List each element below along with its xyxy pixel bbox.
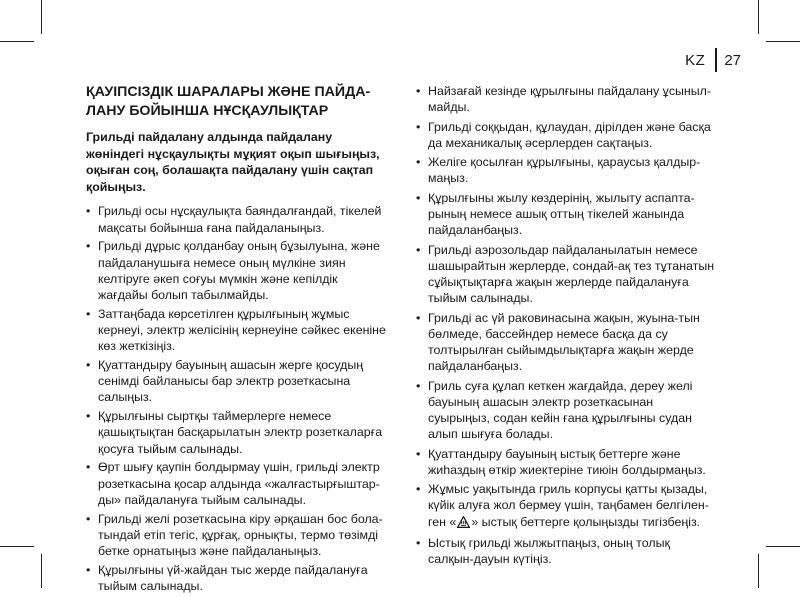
crop-mark [41,0,42,34]
list-item: • Гриль суға құлап кеткен жағдайда, дереу желі бауының ашасын электр розеткасынан суырыңыз, содан кейін ғана құрылғыны судан алып шығуға болады. [416,378,716,443]
list-item: • Грильді желі розеткасына кіру әрқашан бос бола-тындай етіп тегіс, құрғақ, орнықты, термо төзімді бетке орнатыңыз және пайдаланыңыз. [86,511,386,560]
crop-mark [766,41,800,42]
list-item: • Құрылғыны сыртқы таймерлерге немесе қашықтықтан басқарылатын электр розеткаларға қосуға тыйым салынады. [86,408,386,457]
list-item: • Желіге қосылған құрылғыны, қараусыз қалдыр-маңыз. [416,154,716,186]
crop-mark [0,41,34,42]
list-item: • Грильді дұрыс қолданбау оның бұзылуына, және пайдаланушыға немесе оның мүлкіне зиян келтіруге әкеп соғуы мүмкін және кепілдік жағдайы болып табылмайды. [86,238,386,303]
page-number: 27 [724,51,741,69]
page-header [685,48,741,72]
hot-surface-warning-icon [457,516,470,532]
list-item: • Өрт шығу қаупін болдырмау үшін, грильді электр розеткасына қосар алдында «жалғастырғыштар-ды» пайдалануға тыйым салынады. [86,459,386,508]
list-item-text: » ыстық беттерге қолыңызды тигізбеңіз. [471,514,701,529]
crop-mark [766,546,800,547]
left-column [86,83,386,597]
list-item: • Қуаттандыру бауының ашасын жерге қосудың сенімді байланысы бар электр розеткасына салыңыз. [86,357,386,406]
right-column [416,83,716,571]
crop-mark [758,554,759,588]
list-item-text: Жұмыс уақытында гриль корпусы қатты қызады, күйік алуға жол бермеу үшін, таңбамен белгілен-ген « [428,482,709,529]
list-item: • Грильді соққыдан, құлаудан, дірілден және басқа да механикалық әсерлерден сақтаңыз. [416,119,716,151]
list-item: • Найзағай кезінде құрылғыны пайдалану ұсыныл-майды. [416,83,716,115]
section-title: ҚАУІПСІЗДІК ШАРАЛАРЫ ЖӘНЕ ПАЙДА-ЛАНУ БОЙЫНША НҰСҚАУЛЫҚТАР [86,84,371,119]
header-divider [715,48,717,72]
safety-list-left [86,203,386,594]
list-item: • Грильді ас үй раковинасына жақын, жуына-тын бөлмеде, бассейндер немесе басқа да су толтырылған сыйымдылықтарға жақын жерде пайдаланбаңыз. [416,310,716,375]
list-item: • Заттаңбада көрсетілген құрылғының жұмыс кернеуі, электр желісінің кернеуіне сәйкес екеніне көз жеткізіңіз. [86,306,386,355]
crop-mark [0,546,34,547]
list-item: • Қуаттандыру бауының ыстық беттерге және жиһаздың өткір жиектеріне тиюін болдырмаңыз. [416,446,716,478]
crop-mark [41,554,42,588]
list-item: • Құрылғыны үй-жайдан тыс жерде пайдалануға тыйым салынады. [86,562,386,594]
list-item: • Құрылғыны жылу көздерінің, жылыту аспапта-рының немесе ашық оттың тікелей жанында пайдаланбаңыз. [416,190,716,239]
crop-mark [758,0,759,34]
list-item: • Грильді осы нұсқаулықта баяндалғандай, тікелей мақсаты бойынша ғана пайдаланыңыз. [86,203,386,235]
list-item: • Ыстық грильді жылжытпаңыз, оның толық салқын-дауын күтіңіз. [416,535,716,567]
language-code: KZ [685,51,706,69]
intro-paragraph: Грильді пайдалану алдында пайдалану жөніндегі нұсқаулықты мұқият оқып шығыңыз, оқыған соң, болашақта пайдалану үшін сақтап қойыңыз. [86,130,380,194]
safety-list-right [416,83,716,567]
list-item [416,481,716,532]
list-item: • Грильді аэрозольдар пайдаланылатын немесе шашырайтын жерлерде, сондай-ақ тез тұтанатын сұйықтықтарға жақын жерлерде пайдалануға тыйым салынады. [416,242,716,307]
